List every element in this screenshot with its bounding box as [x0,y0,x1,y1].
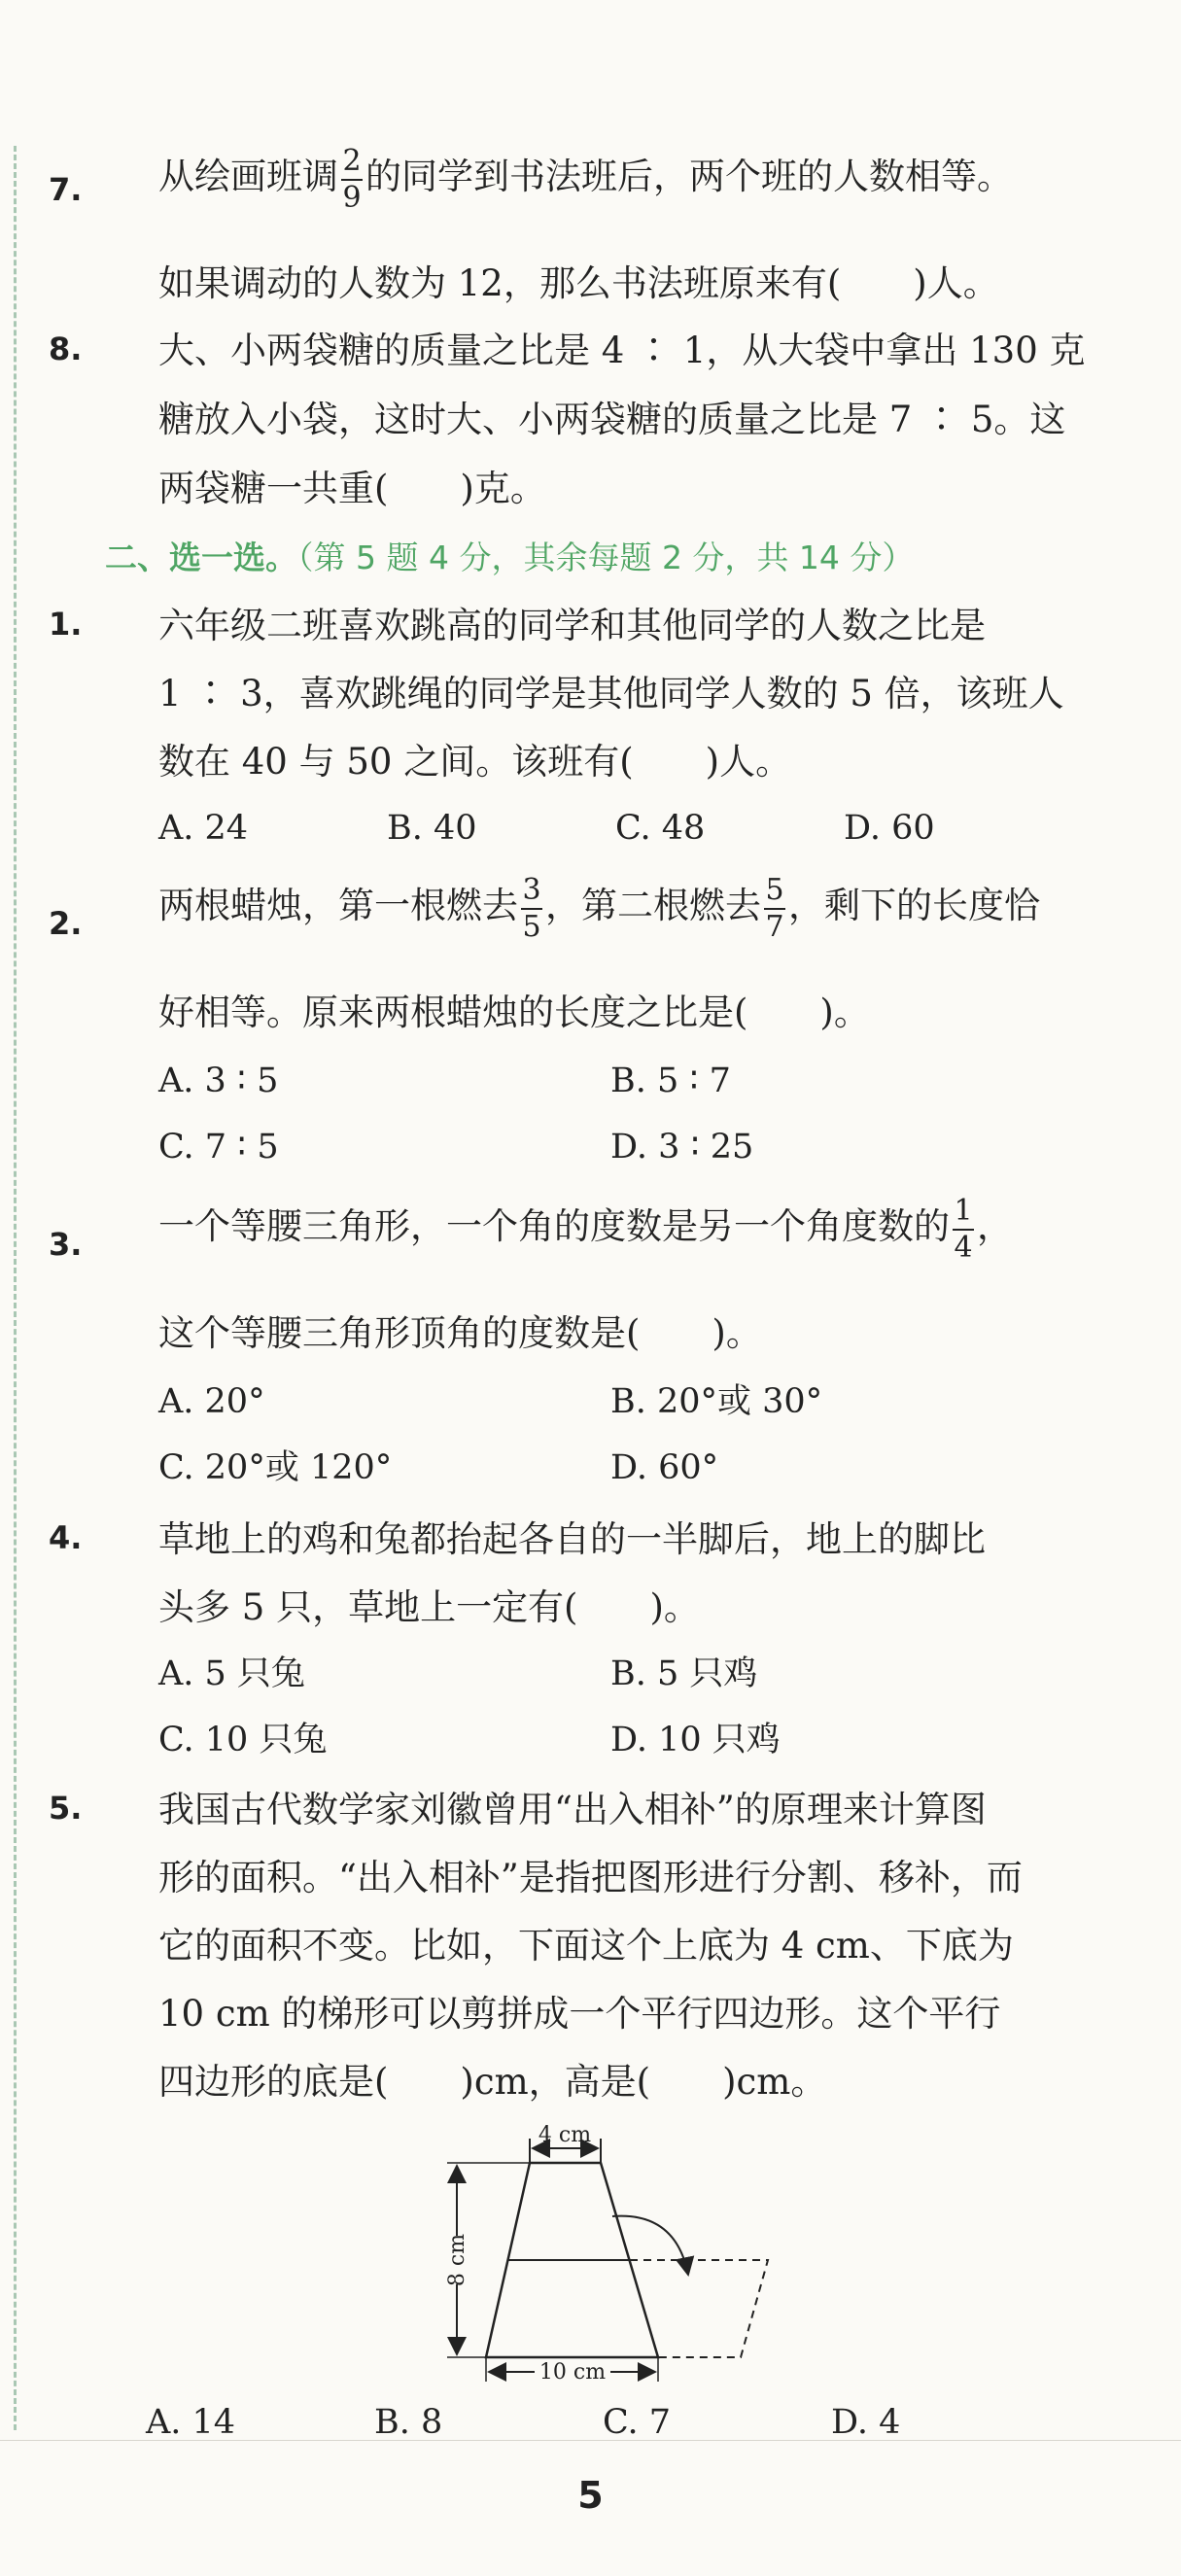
height-label: 8 cm [445,2233,469,2287]
question-7-line-1: 从绘画班调 $\frac{2}{9}$ 的同学到书法班后，两个班的人数相等。 [158,144,1013,215]
option-d[interactable]: D. 60 [844,809,935,848]
rotation-arrow [612,2216,688,2275]
choice-5-line-1: 我国古代数学家刘徽曾用“出入相补”的原理来计算图 [158,1789,987,1830]
trapezoid-figure [428,2114,797,2382]
choice-1-line-2: 1 ∶ 3，喜欢跳绳的同学是其他同学人数的 5 倍，该班人 [158,673,1064,714]
moved-piece-dashed [630,2260,768,2357]
choice-5-line-5: 四边形的底是( )cm，高是( )cm。 [158,2061,827,2103]
option-c[interactable]: C. 20°或 120° [158,1448,393,1487]
choice-1-line-3: 数在 40 与 50 之间。该班有( )人。 [158,741,792,783]
option-c[interactable]: C. 7 ∶ 5 [158,1128,279,1166]
fraction-5-7: $\frac{5}{7}$ [765,873,784,944]
option-c[interactable]: C. 10 只兔 [158,1721,328,1759]
choice-2-line-1: 两根蜡烛，第一根燃去 $\frac{3}{5}$ ，第二根燃去 $\frac{5}{7}$ ，剩下的长度恰 [158,873,1040,944]
question-7-line-2: 如果调动的人数为 12，那么书法班原来有( )人。 [158,262,999,304]
fraction-1-4: $\frac{1}{4}$ [954,1194,973,1265]
option-c[interactable]: C. 48 [615,809,706,848]
section-note: （第 5 题 4 分，其余每题 2 分，共 14 分） [297,539,915,576]
option-b[interactable]: B. 5 只鸡 [610,1654,758,1693]
section-title: 二、选一选。 [105,539,297,576]
option-b[interactable]: B. 5 ∶ 7 [610,1062,731,1100]
choice-2-line-2: 好相等。原来两根蜡烛的长度之比是( )。 [158,992,870,1033]
question-number: 4. [49,1519,83,1556]
question-number: 3. [49,1226,83,1263]
choice-4-line-2: 头多 5 只，草地上一定有( )。 [158,1586,700,1628]
option-d[interactable]: D. 3 ∶ 25 [610,1128,754,1166]
question-number: 8. [49,331,83,367]
question-8-line-3: 两袋糖一共重( )克。 [158,468,546,509]
option-a[interactable]: A. 3 ∶ 5 [158,1062,279,1100]
question-number: 5. [49,1790,83,1827]
margin-dashed-rule [14,146,17,2430]
option-c[interactable]: C. 7 [603,2403,672,2442]
option-a[interactable]: A. 14 [146,2403,236,2442]
fraction-3-5: $\frac{3}{5}$ [522,873,541,944]
question-8-line-1: 大、小两袋糖的质量之比是 4 ∶ 1，从大袋中拿出 130 克 [158,330,1086,371]
choice-1-line-1: 六年级二班喜欢跳高的同学和其他同学的人数之比是 [158,605,986,646]
choice-5-line-2: 形的面积。“出入相补”是指把图形进行分割、移补，而 [158,1857,1023,1898]
choice-3-line-1: 一个等腰三角形，一个角的度数是另一个角度数的 $\frac{1}{4}$ ， [158,1194,1013,1265]
option-a[interactable]: A. 24 [158,809,249,848]
option-d[interactable]: D. 10 只鸡 [610,1721,781,1759]
option-b[interactable]: B. 8 [374,2403,443,2442]
section-heading [105,533,914,578]
bottom-base-label: 10 cm [538,2360,607,2382]
choice-3-line-2: 这个等腰三角形顶角的度数是( )。 [158,1312,762,1354]
option-d[interactable]: D. 60° [610,1448,719,1487]
footer-divider [0,2440,1181,2441]
question-number: 2. [49,905,83,942]
question-number: 1. [49,606,83,643]
option-b[interactable]: B. 20°或 30° [610,1382,823,1421]
top-base-label: 4 cm [538,2123,592,2147]
fraction-2-9: $\frac{2}{9}$ [342,144,362,215]
question-number: 7. [49,171,83,208]
option-b[interactable]: B. 40 [387,809,477,848]
option-d[interactable]: D. 4 [831,2403,901,2442]
choice-5-line-4: 10 cm 的梯形可以剪拼成一个平行四边形。这个平行 [158,1993,1001,2035]
choice-4-line-1: 草地上的鸡和兔都抬起各自的一半脚后，地上的脚比 [158,1518,986,1560]
page-number: 5 [577,2474,604,2517]
option-a[interactable]: A. 20° [158,1382,265,1421]
choice-5-line-3: 它的面积不变。比如，下面这个上底为 4 cm、下底为 [158,1925,1014,1967]
option-a[interactable]: A. 5 只兔 [158,1654,305,1693]
question-8-line-2: 糖放入小袋，这时大、小两袋糖的质量之比是 7 ∶ 5。这 [158,399,1066,440]
